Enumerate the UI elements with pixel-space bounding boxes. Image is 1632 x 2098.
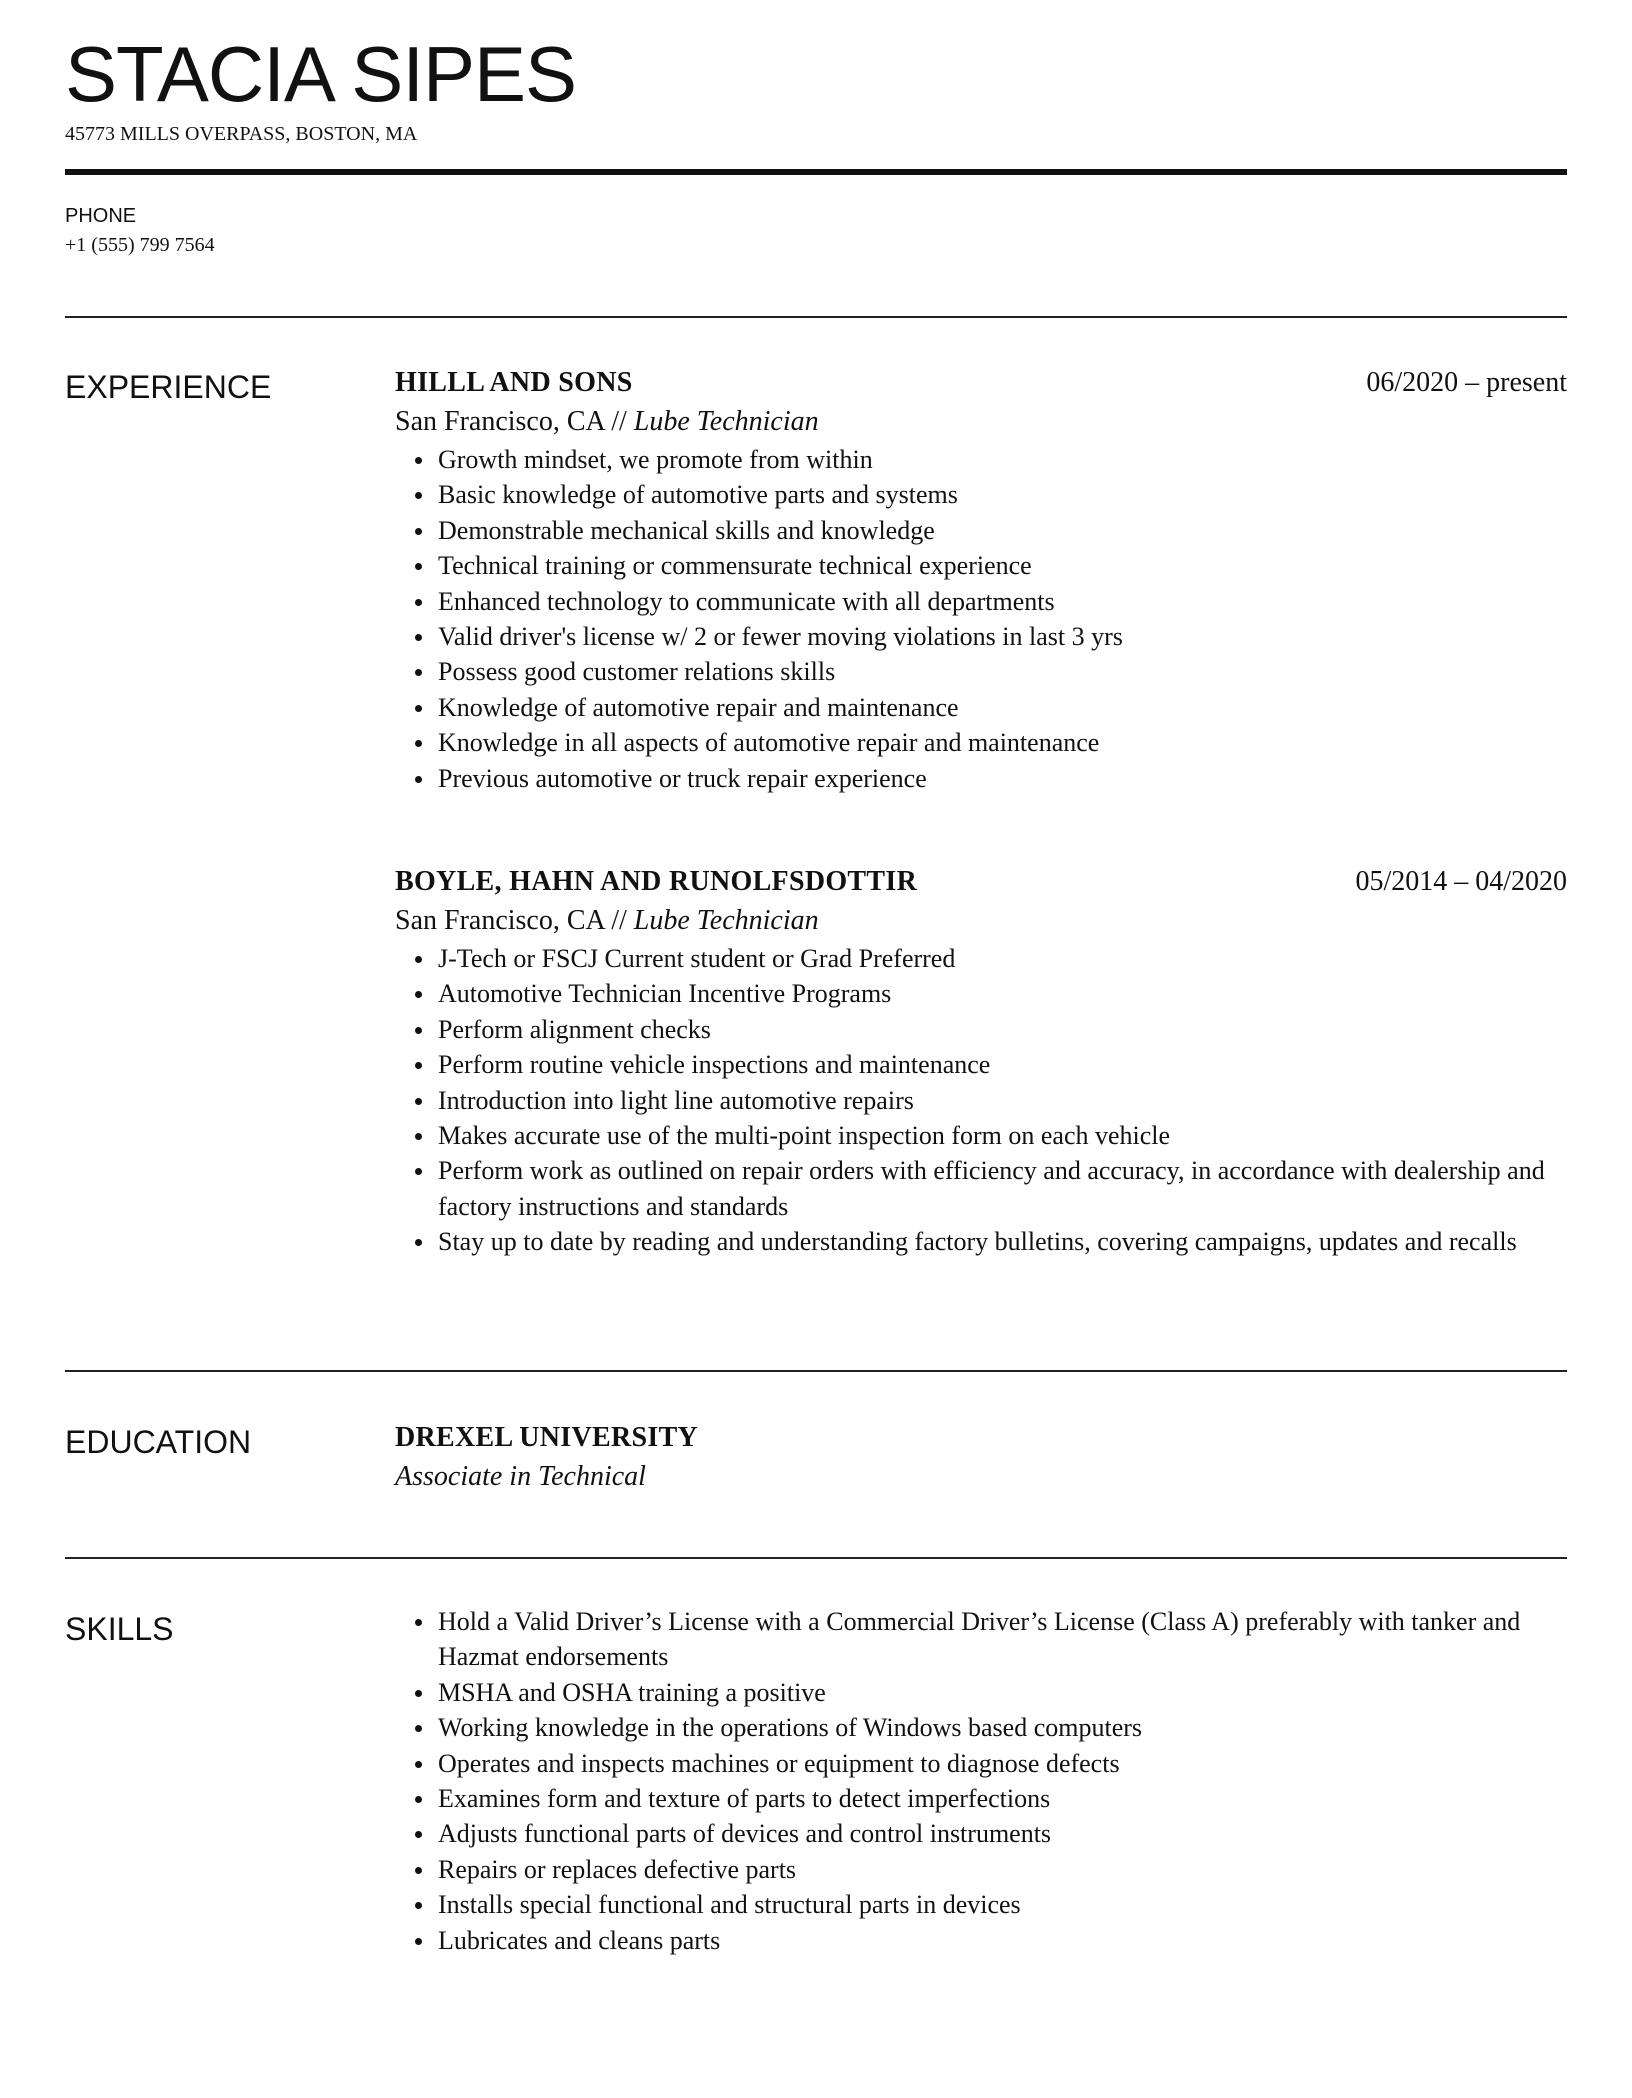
bullet-item: Knowledge of automotive repair and maintenance xyxy=(395,690,1567,725)
skill-item: Installs special functional and structural parts in devices xyxy=(395,1887,1567,1922)
phone-value: +1 (555) 799 7564 xyxy=(65,234,215,256)
job-location: San Francisco, CA xyxy=(395,406,605,437)
skills-entry xyxy=(395,1604,1567,1958)
section-divider xyxy=(65,1370,1567,1372)
skill-item: Operates and inspects machines or equipment to diagnose defects xyxy=(395,1746,1567,1781)
bullet-item: Growth mindset, we promote from within xyxy=(395,442,1567,477)
job-header xyxy=(395,863,1567,901)
bullet-item: Previous automotive or truck repair experience xyxy=(395,761,1567,796)
job-entry xyxy=(395,364,1567,796)
header-divider xyxy=(65,169,1567,175)
job-dates: 05/2014 – 04/2020 xyxy=(1355,866,1567,897)
skill-item: Hold a Valid Driver’s License with a Commercial Driver’s License (Class A) preferably with tanker and Hazmat endorsements xyxy=(395,1604,1567,1675)
bullet-item: Stay up to date by reading and understanding factory bulletins, covering campaigns, updates and recalls xyxy=(395,1224,1567,1259)
bullet-item: Introduction into light line automotive repairs xyxy=(395,1083,1567,1118)
bullet-item: Possess good customer relations skills xyxy=(395,654,1567,689)
degree: Associate in Technical xyxy=(395,1461,646,1492)
job-location: San Francisco, CA xyxy=(395,905,605,936)
bullet-item: Automotive Technician Incentive Programs xyxy=(395,976,1567,1011)
bullet-item: Basic knowledge of automotive parts and systems xyxy=(395,477,1567,512)
skill-item: Examines form and texture of parts to detect imperfections xyxy=(395,1781,1567,1816)
education-entry xyxy=(395,1419,1567,1497)
bullet-item: Perform routine vehicle inspections and maintenance xyxy=(395,1047,1567,1082)
job-header xyxy=(395,364,1567,402)
skill-item: Repairs or replaces defective parts xyxy=(395,1852,1567,1887)
job-location-role xyxy=(395,402,1567,442)
bullet-item: Demonstrable mechanical skills and knowledge xyxy=(395,513,1567,548)
skill-item: Adjusts functional parts of devices and control instruments xyxy=(395,1816,1567,1851)
section-divider xyxy=(65,316,1567,318)
bullet-item: Perform work as outlined on repair orders with efficiency and accuracy, in accordance with dealership and factory instructions and standards xyxy=(395,1153,1567,1224)
role-separator: // xyxy=(611,905,627,936)
job-bullets xyxy=(395,442,1567,796)
skills-list xyxy=(395,1604,1567,1958)
address: 45773 MILLS OVERPASS, BOSTON, MA xyxy=(65,123,418,145)
role-separator: // xyxy=(611,406,627,437)
experience-heading: EXPERIENCE xyxy=(65,369,272,405)
skill-item: MSHA and OSHA training a positive xyxy=(395,1675,1567,1710)
skill-item: Lubricates and cleans parts xyxy=(395,1923,1567,1958)
skill-item: Working knowledge in the operations of Windows based computers xyxy=(395,1710,1567,1745)
education-heading: EDUCATION xyxy=(65,1424,252,1460)
job-role: Lube Technician xyxy=(633,406,819,437)
job-role: Lube Technician xyxy=(633,905,819,936)
bullet-item: Technical training or commensurate technical experience xyxy=(395,548,1567,583)
bullet-item: J-Tech or FSCJ Current student or Grad Preferred xyxy=(395,941,1567,976)
job-location-role xyxy=(395,901,1567,941)
bullet-item: Makes accurate use of the multi-point inspection form on each vehicle xyxy=(395,1118,1567,1153)
bullet-item: Knowledge in all aspects of automotive repair and maintenance xyxy=(395,725,1567,760)
school-name: DREXEL UNIVERSITY xyxy=(395,1422,699,1453)
company-name: HILLL AND SONS xyxy=(395,367,633,398)
job-bullets xyxy=(395,941,1567,1260)
bullet-item: Perform alignment checks xyxy=(395,1012,1567,1047)
bullet-item: Enhanced technology to communicate with all departments xyxy=(395,584,1567,619)
bullet-item: Valid driver's license w/ 2 or fewer moving violations in last 3 yrs xyxy=(395,619,1567,654)
section-divider xyxy=(65,1557,1567,1559)
education-header xyxy=(395,1419,1567,1457)
job-dates: 06/2020 – present xyxy=(1366,367,1567,398)
company-name: BOYLE, HAHN AND RUNOLFSDOTTIR xyxy=(395,866,918,897)
skills-heading: SKILLS xyxy=(65,1611,174,1647)
job-entry xyxy=(395,863,1567,1260)
candidate-name: STACIA SIPES xyxy=(65,30,577,118)
phone-label: PHONE xyxy=(65,205,137,227)
